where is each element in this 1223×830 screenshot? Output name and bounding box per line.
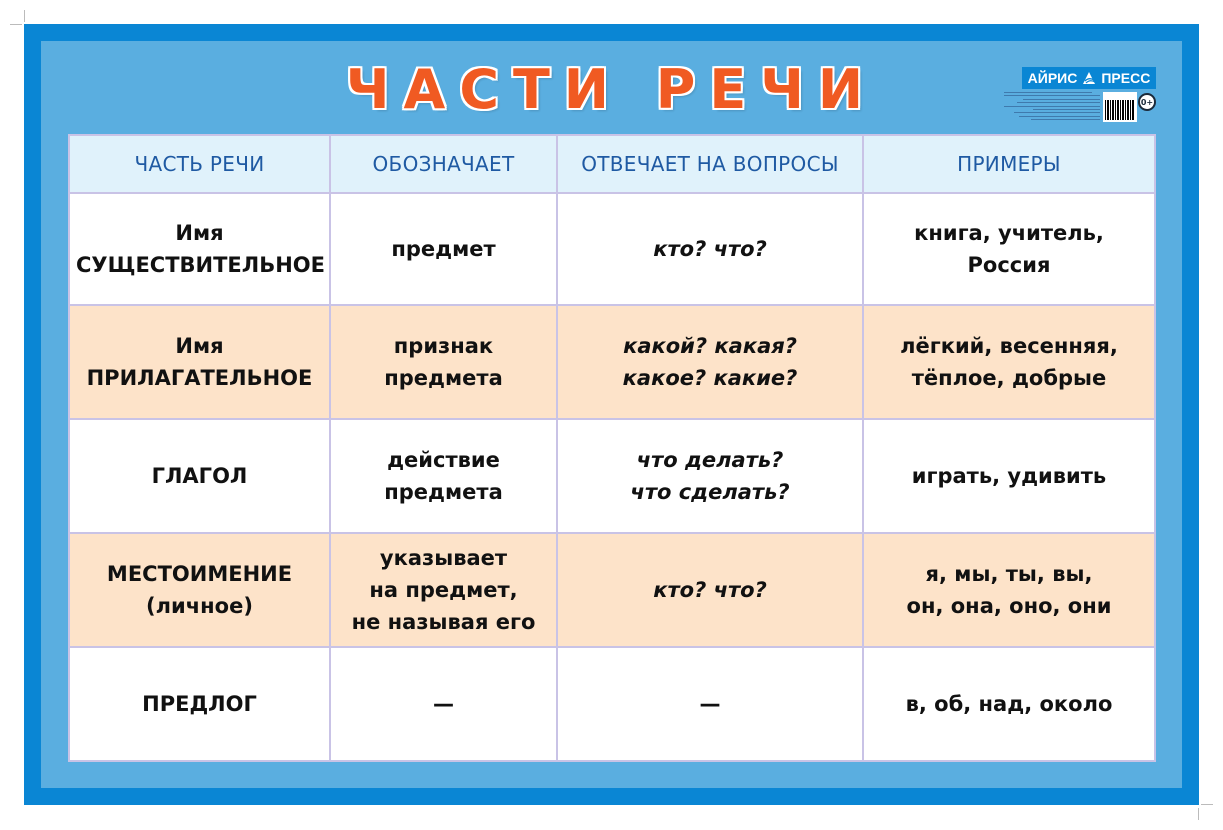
cell-meaning: — (330, 647, 557, 761)
publisher-name-part2: ПРЕСС (1101, 70, 1151, 86)
poster-title: ЧАСТИ РЕЧИ (345, 58, 878, 121)
imprint-text-block (1004, 92, 1100, 122)
cell-meaning: признак предмета (330, 305, 557, 419)
cell-part: ГЛАГОЛ (69, 419, 330, 533)
cell-questions: кто? что? (557, 193, 863, 305)
cell-examples: играть, удивить (863, 419, 1155, 533)
cell-part: МЕСТОИМЕНИЕ (личное) (69, 533, 330, 647)
crop-mark (10, 24, 22, 25)
publisher-name-part1: АЙРИС (1027, 70, 1078, 86)
cell-questions: — (557, 647, 863, 761)
publisher-triangle-icon (1082, 71, 1096, 85)
header-meaning: ОБОЗНАЧАЕТ (330, 135, 557, 193)
table-row (69, 305, 1155, 419)
table-row (69, 419, 1155, 533)
header-questions: ОТВЕЧАЕТ НА ВОПРОСЫ (557, 135, 863, 193)
parts-of-speech-table (68, 134, 1156, 762)
cell-questions: кто? что? (557, 533, 863, 647)
crop-mark (1201, 804, 1213, 805)
cell-meaning: предмет (330, 193, 557, 305)
cell-examples: я, мы, ты, вы, он, она, оно, они (863, 533, 1155, 647)
barcode (1103, 92, 1137, 122)
cell-questions: какой? какая? какое? какие? (557, 305, 863, 419)
cell-meaning: действие предмета (330, 419, 557, 533)
table-row (69, 193, 1155, 305)
cell-examples: книга, учитель, Россия (863, 193, 1155, 305)
cell-meaning: указывает на предмет, не называя его (330, 533, 557, 647)
header-examples: ПРИМЕРЫ (863, 135, 1155, 193)
table-header-row (69, 135, 1155, 193)
cell-part: Имя ПРИЛАГАТЕЛЬНОЕ (69, 305, 330, 419)
publisher-logo (1022, 67, 1156, 89)
age-rating-badge: 0+ (1138, 93, 1156, 111)
cell-examples: в, об, над, около (863, 647, 1155, 761)
crop-mark (1198, 808, 1199, 820)
cell-part: ПРЕДЛОГ (69, 647, 330, 761)
crop-mark (24, 10, 25, 22)
header-part-of-speech: ЧАСТЬ РЕЧИ (69, 135, 330, 193)
cell-questions: что делать? что сделать? (557, 419, 863, 533)
table-row (69, 647, 1155, 761)
cell-part: Имя СУЩЕСТВИТЕЛЬНОЕ (69, 193, 330, 305)
cell-examples: лёгкий, весенняя, тёплое, добрые (863, 305, 1155, 419)
table-row (69, 533, 1155, 647)
